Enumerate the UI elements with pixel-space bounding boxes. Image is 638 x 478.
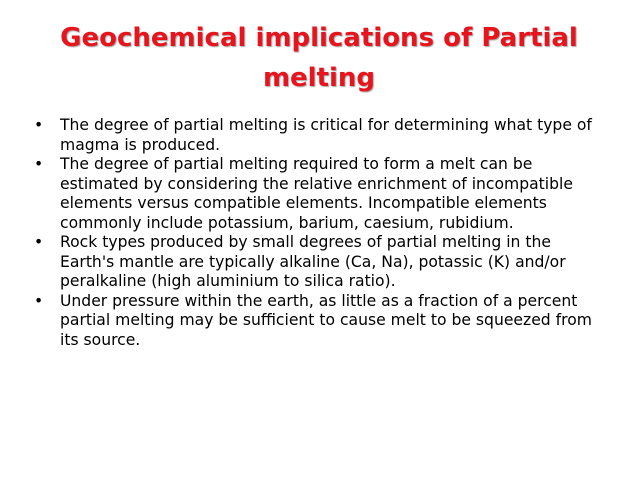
bullet-item-4	[34, 292, 604, 351]
bullet-item-2	[34, 155, 604, 233]
bullet-text: Rock types produced by small degrees of partial melting in the Earth's mantle are typically alkaline (Ca, Na), potassic (K) and/or peralkaline (high aluminium to silica ratio).	[60, 233, 566, 290]
bullet-text: The degree of partial melting required to form a melt can be estimated by considering the relative enrichment of incompatible elements versus compatible elements. Incompatible elements commonly include potassium, barium, caesium, rubidium.	[60, 155, 573, 232]
slide-title: Geochemical implications of Partial melting	[60, 23, 578, 93]
bullet-text: The degree of partial melting is critical for determining what type of magma is produced.	[60, 116, 592, 154]
bullet-item-3	[34, 233, 604, 292]
bullet-item-1	[34, 116, 604, 155]
bullet-icon: •	[34, 155, 44, 173]
bullet-icon: •	[34, 291, 44, 310]
bullet-list	[34, 116, 604, 350]
bullet-icon: •	[34, 116, 44, 134]
bullet-text: Under pressure within the earth, as little as a fraction of a percent partial melting may be sufficient to cause melt to be squeezed from its source.	[60, 291, 592, 349]
bullet-icon: •	[34, 233, 44, 251]
